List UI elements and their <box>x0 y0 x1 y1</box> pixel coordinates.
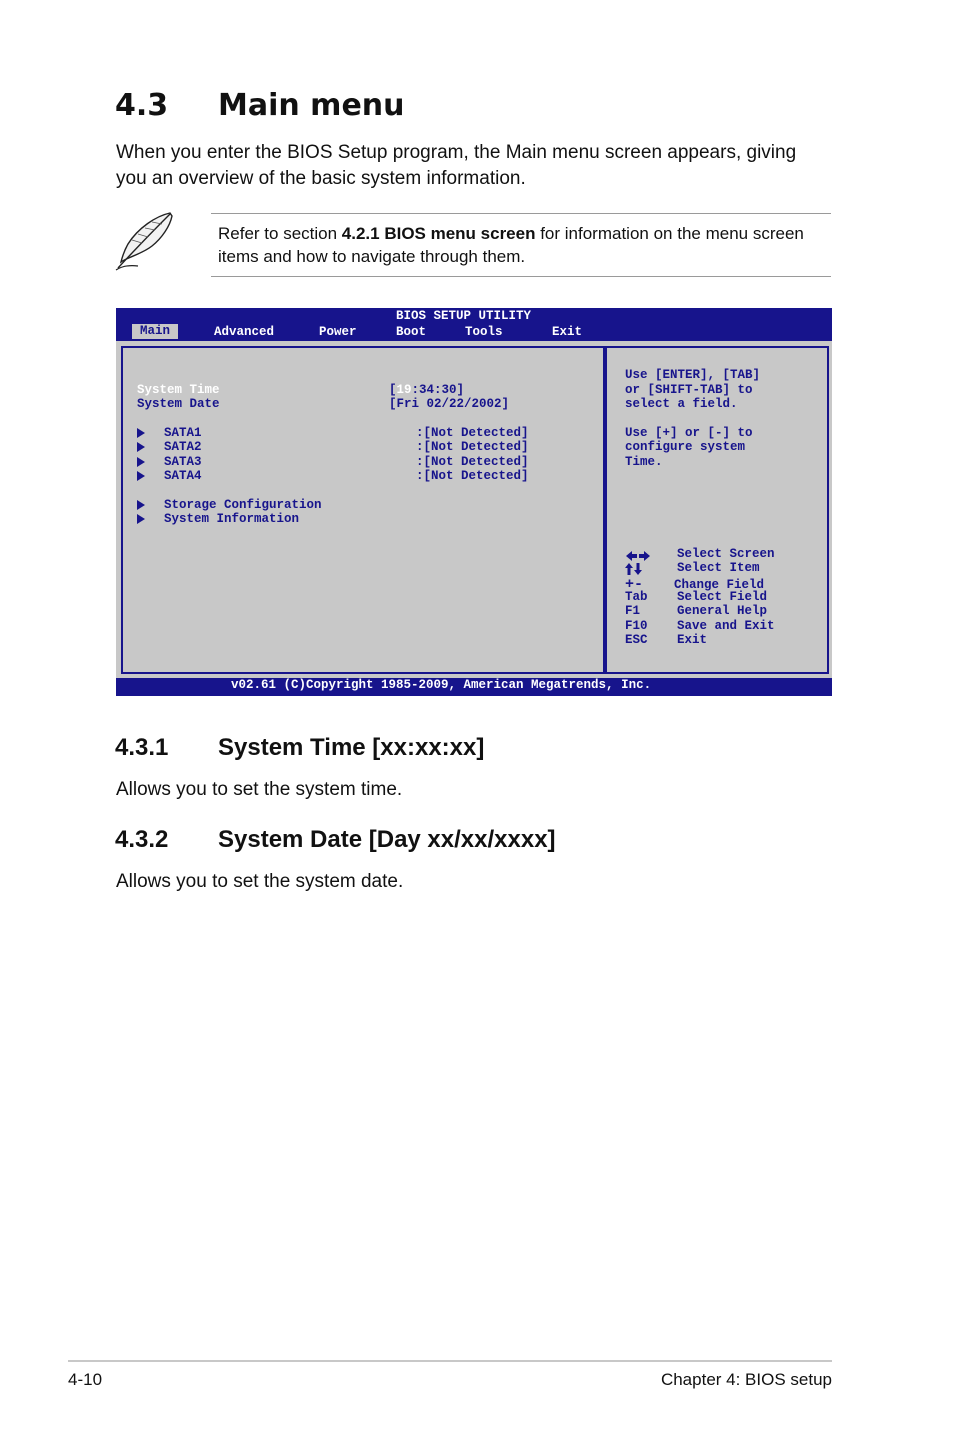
section-number: 4.3 <box>115 88 169 123</box>
bios-title: BIOS SETUP UTILITY <box>396 309 532 323</box>
system-information-item[interactable]: System Information <box>164 512 300 526</box>
note-prefix: Refer to section <box>218 224 342 243</box>
help-line-6: configure system <box>625 440 746 454</box>
system-time-value[interactable] <box>389 383 464 397</box>
submenu-arrow-icon <box>137 457 145 467</box>
intro-paragraph: When you enter the BIOS Setup program, the Main menu screen appears, giving you an overview of the basic system information. <box>116 142 797 189</box>
submenu-arrow-icon <box>137 500 145 510</box>
subsection-number: 4.3.2 <box>115 826 169 853</box>
subsection-title: System Date [Day xx/xx/xxxx] <box>218 826 556 853</box>
sata2-value: :[Not Detected] <box>416 440 529 454</box>
key-exit: Exit <box>677 633 708 647</box>
page-number: 4-10 <box>68 1370 103 1389</box>
note-top-rule <box>211 213 831 214</box>
note-bottom-rule <box>211 276 831 277</box>
submenu-arrow-icon <box>137 471 145 481</box>
time-bracket: [ <box>389 383 397 397</box>
sata4-label[interactable]: SATA4 <box>164 469 202 483</box>
key-general-help: General Help <box>677 604 768 618</box>
note-reference: 4.2.1 BIOS menu screen <box>341 224 536 243</box>
bios-screen <box>116 308 832 696</box>
time-rest: :34:30] <box>411 383 465 397</box>
key-f1: F1 <box>625 604 641 618</box>
tab-exit[interactable]: Exit <box>552 325 583 339</box>
key-save-and-exit: Save and Exit <box>677 619 775 633</box>
tab-boot[interactable]: Boot <box>396 325 427 339</box>
key-select-field: Select Field <box>677 590 768 604</box>
help-line-2: or [SHIFT-TAB] to <box>625 383 753 397</box>
sata4-value: :[Not Detected] <box>416 469 529 483</box>
feather-pen-icon <box>112 210 178 272</box>
sata3-label[interactable]: SATA3 <box>164 455 202 469</box>
sata2-label[interactable]: SATA2 <box>164 440 202 454</box>
key-esc: ESC <box>625 633 648 647</box>
system-date-label[interactable]: System Date <box>137 397 220 411</box>
subsection-heading <box>115 826 556 854</box>
key-plus-minus: +- <box>625 576 644 593</box>
note-text <box>218 222 828 268</box>
tab-tools[interactable]: Tools <box>465 325 503 339</box>
footer-rule <box>68 1360 832 1362</box>
sata3-value: :[Not Detected] <box>416 455 529 469</box>
submenu-arrow-icon <box>137 428 145 438</box>
help-line-5: Use [+] or [-] to <box>625 426 753 440</box>
section-title: Main menu <box>218 88 405 123</box>
system-date-value[interactable]: [Fri 02/22/2002] <box>389 397 510 411</box>
storage-configuration-item[interactable]: Storage Configuration <box>164 498 322 512</box>
key-f10: F10 <box>625 619 648 633</box>
subsection-title: System Time [xx:xx:xx] <box>218 734 485 761</box>
key-select-item: Select Item <box>677 561 760 575</box>
subsection-text: Allows you to set the system date. <box>116 871 404 892</box>
chapter-title: Chapter 4: BIOS setup <box>660 1370 832 1389</box>
key-tab: Tab <box>625 590 648 604</box>
up-down-arrows-icon <box>625 562 643 576</box>
key-change-field: Change Field <box>674 578 765 592</box>
help-line-3: select a field. <box>625 397 738 411</box>
time-hour-highlight: 19 <box>396 383 412 397</box>
tab-advanced[interactable]: Advanced <box>214 325 275 339</box>
sata1-value: :[Not Detected] <box>416 426 529 440</box>
submenu-arrow-icon <box>137 514 145 524</box>
tab-main[interactable]: Main <box>132 324 178 339</box>
subsection-number: 4.3.1 <box>115 734 169 761</box>
system-time-label[interactable]: System Time <box>137 383 220 397</box>
subsection-heading <box>115 734 484 762</box>
key-select-screen: Select Screen <box>677 547 775 561</box>
section-heading <box>115 88 405 123</box>
subsection-text: Allows you to set the system time. <box>116 779 403 800</box>
help-line-1: Use [ENTER], [TAB] <box>625 368 761 382</box>
sata1-label[interactable]: SATA1 <box>164 426 202 440</box>
left-right-arrows-icon <box>625 550 651 562</box>
help-line-7: Time. <box>625 455 663 469</box>
bios-copyright: v02.61 (C)Copyright 1985-2009, American Megatrends, Inc. <box>231 678 652 692</box>
note-suffix: for information on the menu screen items and how to navigate through them. <box>218 224 804 266</box>
submenu-arrow-icon <box>137 442 145 452</box>
tab-power[interactable]: Power <box>319 325 357 339</box>
